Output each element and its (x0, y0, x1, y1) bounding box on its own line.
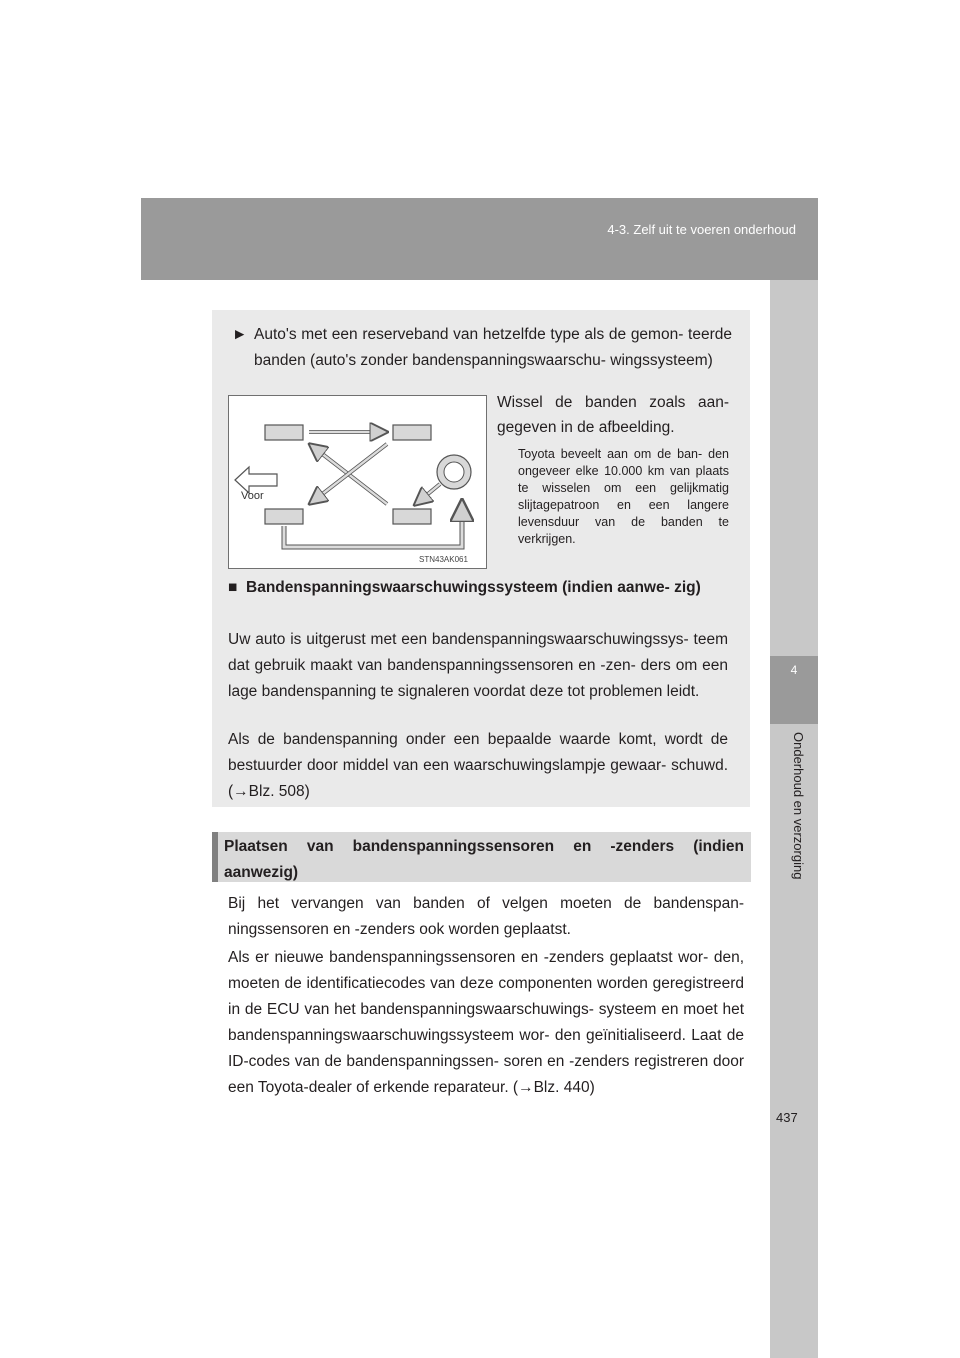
chapter-side-tab (770, 280, 818, 1358)
header-band (141, 198, 818, 280)
page-number: 437 (776, 1110, 798, 1125)
bullet-item (232, 322, 732, 374)
tire-rotation-diagram (228, 395, 487, 569)
arrow-front-to-spare-fill (284, 504, 462, 547)
arrow-spare-to-rear-fill (417, 484, 440, 503)
tire-front-left (265, 425, 303, 440)
chapter-number: 4 (790, 663, 798, 677)
chapter-title: Onderhoud en verzorging (791, 732, 806, 880)
chapter-number-box (770, 656, 818, 724)
side-tab-top (770, 280, 818, 656)
section-heading-text: Plaatsen van bandenspanningssensoren en -zenders (indien aanwezig) (224, 838, 744, 881)
front-label: Voor (241, 490, 264, 502)
tire-rear-right (393, 509, 431, 524)
arrow-front-to-spare (284, 504, 462, 547)
body-paragraph-1: Bij het vervangen van banden of velgen moeten de bandenspan- ningssensoren en -zenders ook worden geplaatst. (228, 895, 744, 938)
section-heading (212, 832, 751, 882)
subsection-title: Bandenspanningswaarschuwingssysteem (indien aanwe- zig) (246, 579, 701, 596)
tire-rotation-svg (229, 396, 486, 568)
bullet-triangle-icon: ► (232, 326, 248, 343)
tire-rear-left (393, 425, 431, 440)
section-title: 4-3. Zelf uit te voeren onderhoud (607, 222, 796, 237)
tire-front-right (265, 509, 303, 524)
body-paragraph-2: Als er nieuwe bandenspanningssensoren en -zenders geplaatst wor- den, moeten de identificatiecodes van deze componenten worden geregistreerd in de ECU van het bandenspanningswaarschuwings- systeem en moet het bandenspanningswaarschuwingssysteem wor- den geïnitialiseerd. Laat de ID-codes van de bandenspanningssen- soren en -zenders registreren door een Toyota-dealer of erkende reparateur. (→Blz. 440) (228, 949, 744, 1096)
bullet-text: Auto's met een reserveband van hetzelfde type als de gemon- teerde banden (auto's zonder bandenspanningswaarschu- wingssysteem) (254, 326, 732, 369)
instruction-text: Wissel de banden zoals aan- gegeven in de afbeelding. (497, 394, 729, 436)
spare-tire-hub (444, 462, 464, 482)
tpms-paragraph-1: Uw auto is uitgerust met een bandenspanningswaarschuwingssys- teem dat gebruik maakt van bandenspanningssensoren en -zen- ders om een lage bandenspanning te signaleren voordat deze tot problemen leidt. (228, 631, 728, 700)
rotation-note: Toyota beveelt aan om de ban- den ongeveer elke 10.000 km van plaats te wisselen om een gelijkmatig slijtagepatroon en een langere levensduur van de banden te verkrijgen. (518, 447, 729, 546)
square-bullet-icon: ■ (228, 579, 238, 596)
subsection-heading (228, 575, 728, 601)
tpms-paragraph-2: Als de bandenspanning onder een bepaalde waarde komt, wordt de bestuurder door middel van een waarschuwingslampje gewaar- schuwd. (→Blz. 508) (228, 731, 728, 800)
diagram-code: STN43AK061 (419, 555, 468, 564)
